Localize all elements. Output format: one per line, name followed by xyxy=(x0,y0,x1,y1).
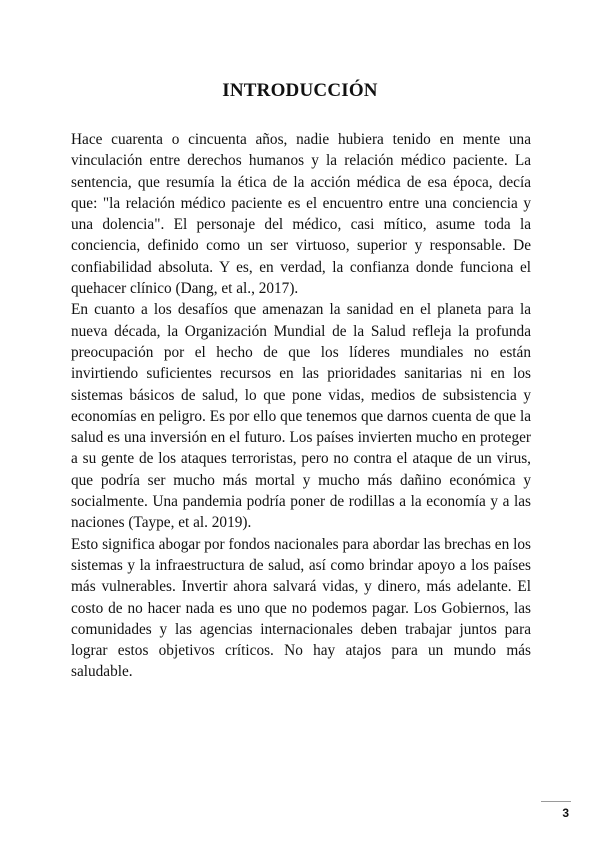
paragraph-3: Esto significa abogar por fondos nacionales para abordar las brechas en los sistemas y la infraestructura de salud, así como brindar apoyo a los países más vulnerables. Invertir ahora salvará vidas, y dinero, más adelante. El costo de no hacer nada es uno que no podemos pagar. Los Gobiernos, las comunidades y las agencias internacionales deben trabajar juntos para lograr estos objetivos críticos. No hay atajos para un mundo más saludable. xyxy=(71,535,531,681)
page-number-box xyxy=(541,801,571,822)
paragraph-1: Hace cuarenta o cincuenta años, nadie hubiera tenido en mente una vinculación entre derechos humanos y la relación médico paciente. La sentencia, que resumía la ética de la acción médica de esa época, decía que: "la relación médico paciente es el encuentro entre una conciencia y una dolencia". El personaje del médico, casi mítico, asume toda la conciencia, definido como un ser virtuoso, superior y responsable. De confiabilidad absoluta. Y es, en verdad, la confianza donde funciona el quehacer clínico (Dang, et al., 2017). xyxy=(71,131,531,298)
page-title: INTRODUCCIÓN xyxy=(222,80,378,101)
body-text xyxy=(71,129,531,683)
page-number: 3 xyxy=(562,806,569,820)
paragraph-2: En cuanto a los desafíos que amenazan la sanidad en el planeta para la nueva década, la Organización Mundial de la Salud refleja la profunda preocupación por el hecho de que los líderes mundiales no están invirtiendo suficientes recursos en las prioridades sanitarias ni en los sistemas básicos de salud, lo que pone vidas, medios de subsistencia y economías en peligro. Es por ello que tenemos que darnos cuenta de que la salud es una inversión en el futuro. Los países invierten mucho en proteger a su gente de los ataques terroristas, pero no contra el ataque de un virus, que podría ser mucho más mortal y mucho más dañino económica y socialmente. Una pandemia podría poner de rodillas a la economía y a las naciones (Taype, et al. 2019). xyxy=(71,301,531,532)
